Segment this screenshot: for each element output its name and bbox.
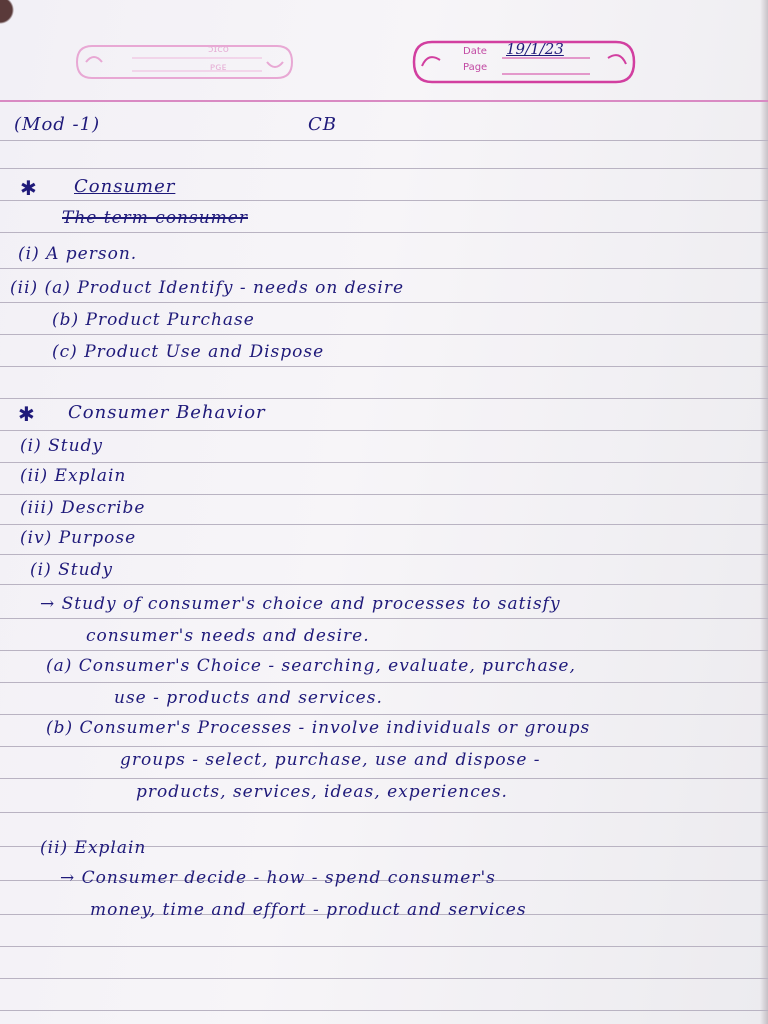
ruled-line bbox=[0, 584, 768, 585]
ruled-line bbox=[0, 714, 768, 715]
note-line: money, time and effort - product and services bbox=[90, 900, 527, 920]
note-line: consumer's needs and desire. bbox=[86, 626, 370, 646]
note-line: (i) A person. bbox=[18, 244, 138, 264]
ruled-line bbox=[0, 554, 768, 555]
top-margin-rule bbox=[0, 100, 768, 102]
date-label: Date bbox=[463, 46, 487, 57]
ruled-line bbox=[0, 200, 768, 201]
struck-out-line: The term consumer bbox=[62, 208, 248, 228]
ruled-line bbox=[0, 140, 768, 141]
page-label: Page bbox=[463, 62, 488, 73]
note-line: (c) Product Use and Dispose bbox=[52, 342, 325, 362]
ruled-line bbox=[0, 978, 768, 979]
consumer-behavior-heading: Consumer Behavior bbox=[68, 402, 266, 423]
ruled-line bbox=[0, 302, 768, 303]
left-stamp-text-2: ᴘɢᴇ bbox=[210, 62, 227, 73]
note-line: groups - select, purchase, use and dispose - bbox=[120, 750, 541, 770]
left-stamp-text-1: ɔɪᴄᴏ bbox=[208, 44, 229, 55]
ruled-line bbox=[0, 430, 768, 431]
date-value: 19/1/23 bbox=[506, 40, 564, 58]
left-header-stamp bbox=[72, 38, 297, 86]
star-bullet: ✱ bbox=[20, 176, 38, 200]
note-line: (i) Study bbox=[20, 436, 104, 456]
ruled-line bbox=[0, 334, 768, 335]
ruled-line bbox=[0, 232, 768, 233]
ruled-line bbox=[0, 366, 768, 367]
ruled-line bbox=[0, 682, 768, 683]
note-line: (b) Consumer's Processes - involve individuals or groups bbox=[46, 718, 591, 738]
note-line: products, services, ideas, experiences. bbox=[136, 782, 508, 802]
finger-shadow bbox=[0, 0, 30, 40]
ruled-line bbox=[0, 1010, 768, 1011]
consumer-heading: Consumer bbox=[74, 176, 176, 197]
note-line: (ii) (a) Product Identify - needs on desire bbox=[10, 278, 405, 298]
ruled-line bbox=[0, 268, 768, 269]
note-line: (ii) Explain bbox=[40, 838, 147, 858]
ruled-line bbox=[0, 618, 768, 619]
page-edge-shadow bbox=[760, 0, 768, 1024]
ruled-line bbox=[0, 650, 768, 651]
ruled-line bbox=[0, 462, 768, 463]
note-line: (i) Study bbox=[30, 560, 114, 580]
ruled-line bbox=[0, 946, 768, 947]
note-line: (a) Consumer's Choice - searching, evaluate, purchase, bbox=[46, 656, 576, 676]
ruled-line bbox=[0, 746, 768, 747]
ruled-line bbox=[0, 812, 768, 813]
ruled-line bbox=[0, 398, 768, 399]
note-line: use - products and services. bbox=[114, 688, 383, 708]
subject-code: CB bbox=[308, 114, 337, 135]
ruled-line bbox=[0, 168, 768, 169]
ruled-line bbox=[0, 778, 768, 779]
note-line: → Study of consumer's choice and processes to satisfy bbox=[40, 594, 561, 614]
note-line: (b) Product Purchase bbox=[52, 310, 255, 330]
module-label: (Mod -1) bbox=[14, 114, 101, 135]
note-line: (iii) Describe bbox=[20, 498, 146, 518]
star-bullet: ✱ bbox=[18, 402, 36, 426]
ruled-line bbox=[0, 494, 768, 495]
note-line: (iv) Purpose bbox=[20, 528, 137, 548]
note-line: → Consumer decide - how - spend consumer's bbox=[60, 868, 496, 888]
note-line: (ii) Explain bbox=[20, 466, 127, 486]
ruled-line bbox=[0, 524, 768, 525]
